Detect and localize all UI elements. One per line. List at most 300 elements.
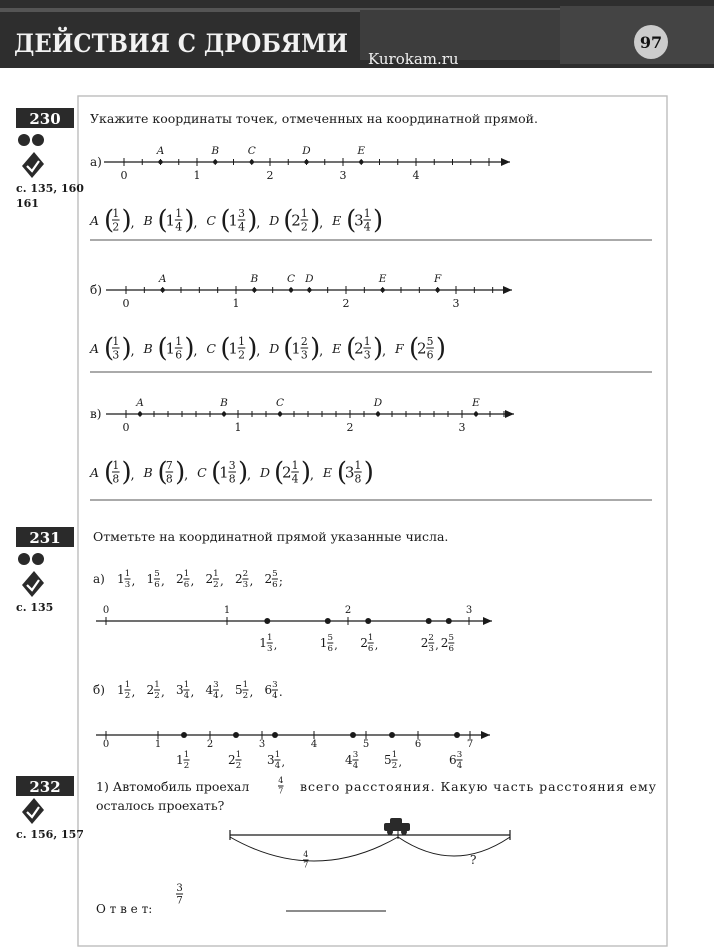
separator: , — [249, 574, 254, 588]
point-label: C — [286, 273, 296, 285]
fraction-numerator: 2 — [300, 335, 308, 348]
difficulty-dot — [18, 553, 30, 565]
check-mark-shape — [22, 798, 44, 824]
answer-value — [228, 335, 245, 361]
task-reference: с. 135 — [16, 601, 54, 614]
answer-point-name: C — [197, 465, 207, 480]
answer-point-name: D — [259, 465, 271, 480]
listed-number — [264, 680, 278, 701]
fraction-whole: 2 — [440, 636, 449, 651]
bracket: ) — [247, 333, 258, 364]
fraction-numerator: 5 — [327, 633, 334, 643]
separator: , — [219, 685, 224, 699]
point-label: D — [302, 145, 311, 157]
fraction-denominator: 2 — [238, 348, 245, 362]
answer-value — [291, 335, 308, 361]
answer-value — [112, 207, 120, 233]
tick-label: 3 — [458, 421, 466, 434]
fraction-whole: 3 — [175, 683, 184, 698]
point-marker — [222, 412, 226, 416]
fraction-denominator: 4 — [213, 691, 219, 702]
marked-point — [389, 732, 395, 738]
separator: , — [334, 639, 338, 652]
difficulty-dot — [18, 134, 30, 146]
answer-value — [112, 459, 120, 485]
page-number: 97 — [639, 33, 663, 52]
bracket: ( — [283, 333, 294, 364]
listed-number — [264, 569, 277, 590]
fraction-numerator: 1 — [213, 569, 219, 579]
answer-value — [282, 459, 299, 485]
answer-value — [166, 335, 183, 361]
fraction-denominator: 4 — [291, 472, 299, 486]
fraction-denominator: 4 — [175, 220, 183, 234]
tick-label: 7 — [466, 739, 474, 750]
listed-number — [146, 680, 159, 701]
chapter-title: ДЕЙСТВИЯ С ДРОБЯМИ — [14, 29, 380, 58]
separator: , — [190, 574, 195, 588]
separator: , — [398, 756, 402, 769]
point-marker — [474, 412, 478, 416]
number-line-230-0 — [90, 145, 510, 182]
fraction-numerator: 3 — [238, 207, 245, 220]
fraction-denominator: 6 — [154, 580, 160, 591]
fraction-denominator: 4 — [363, 220, 371, 234]
listed-number — [117, 680, 130, 701]
separator: , — [193, 216, 198, 231]
number-line-231-1 — [96, 731, 490, 772]
fraction-whole: 3 — [354, 211, 364, 230]
fraction-numerator: 1 — [183, 569, 190, 579]
car-wheel — [387, 829, 393, 835]
prompt-text: осталось проехать? — [96, 798, 225, 813]
separator: , — [160, 574, 165, 588]
tick-label: 3 — [339, 169, 347, 182]
point-marker — [158, 160, 162, 164]
fraction-denominator: 3 — [428, 644, 434, 655]
bracket: ) — [310, 333, 321, 364]
fraction-whole: 1 — [117, 572, 125, 587]
fraction-whole: 1 — [165, 211, 176, 230]
tick-label: 1 — [234, 421, 242, 434]
fraction-whole: 2 — [281, 463, 292, 482]
bracket: ) — [121, 205, 132, 236]
fraction-whole: 1 — [146, 572, 155, 587]
car-roof — [390, 818, 402, 825]
fraction-numerator: 1 — [238, 335, 245, 348]
traveled-arc — [230, 837, 398, 861]
fraction-numerator: 1 — [242, 680, 249, 690]
separator: , — [246, 468, 252, 483]
fraction-denominator: 8 — [354, 472, 362, 486]
separator: ; — [278, 574, 283, 588]
fraction-numerator: 1 — [124, 569, 131, 579]
separator: , — [374, 639, 379, 652]
fraction-denominator: 3 — [242, 580, 249, 591]
fraction-numerator: 4 — [278, 776, 284, 785]
fraction-whole: 1 — [228, 211, 238, 230]
fraction-denominator: 3 — [112, 348, 120, 362]
prompt-fraction — [278, 776, 284, 796]
traveled-fraction — [303, 850, 309, 870]
separator: , — [273, 639, 278, 652]
listed-number — [235, 680, 248, 701]
answer-value — [166, 459, 174, 485]
site-name: Kurokam.ru — [368, 50, 459, 68]
point-marker — [435, 288, 439, 292]
fraction-numerator: 1 — [175, 335, 183, 348]
fraction-numerator: 5 — [448, 633, 455, 643]
fraction-denominator: 8 — [165, 472, 173, 486]
fraction-numerator: 4 — [303, 850, 309, 859]
fraction-denominator: 3 — [124, 580, 131, 591]
part-label: б) — [90, 283, 102, 297]
fraction-numerator: 3 — [176, 883, 183, 894]
fraction-denominator: 6 — [327, 644, 334, 655]
axis-arrow — [503, 286, 512, 294]
bracket: ( — [157, 457, 168, 488]
marked-point — [233, 732, 239, 738]
fraction-whole: 4 — [345, 753, 353, 768]
part-label: б) — [93, 683, 105, 697]
point-label: B — [220, 397, 228, 409]
separator: , — [131, 685, 136, 699]
answer-point-name: E — [332, 213, 342, 228]
answer-value — [112, 335, 120, 361]
separator: , — [160, 685, 165, 699]
task-prompt: Укажите координаты точек, отмеченных на координатной прямой. — [90, 111, 538, 126]
bracket: ( — [157, 333, 168, 364]
fraction-whole: 1 — [259, 636, 267, 651]
separator: , — [249, 685, 254, 699]
fraction-denominator: 6 — [426, 348, 434, 362]
fraction-numerator: 1 — [363, 335, 371, 348]
point-label: A — [136, 397, 144, 409]
answer-point-name: E — [322, 465, 332, 480]
answer-point-name: F — [395, 341, 404, 356]
answer-value — [354, 207, 371, 233]
fraction-denominator: 2 — [300, 220, 308, 234]
fraction-numerator: 1 — [112, 459, 120, 472]
fraction-whole: 2 — [360, 636, 368, 651]
bracket: ) — [435, 333, 447, 364]
bracket: ) — [373, 205, 384, 236]
marked-label — [384, 750, 397, 771]
bracket: ( — [273, 457, 285, 488]
fraction-numerator: 1 — [274, 750, 281, 760]
task-prompt: Отметьте на координатной прямой указанные числа. — [93, 529, 449, 544]
fraction-denominator: 6 — [367, 644, 374, 655]
task-badge-231 — [16, 527, 74, 614]
marked-point — [272, 732, 278, 738]
bracket: ( — [157, 205, 168, 236]
tick-label: 2 — [342, 297, 350, 310]
bracket: ) — [121, 333, 132, 364]
answer-point-name: A — [90, 213, 100, 228]
fraction-denominator: 2 — [213, 580, 219, 591]
point-label: E — [357, 145, 366, 157]
answer-value — [166, 207, 183, 233]
tick-label: 1 — [223, 605, 231, 616]
bracket: ( — [346, 205, 357, 236]
task-badge-230 — [16, 108, 84, 210]
task-232-prompt — [96, 779, 657, 813]
tick-label: 3 — [258, 739, 266, 750]
fraction-whole: 6 — [264, 683, 273, 698]
distance-diagram — [230, 818, 510, 867]
bracket: ) — [300, 457, 311, 488]
answer-point-name: C — [206, 341, 216, 356]
separator: , — [256, 344, 261, 359]
answer-value — [176, 883, 183, 907]
fraction-whole: 2 — [228, 753, 236, 768]
point-marker — [289, 288, 293, 292]
fraction-numerator: 1 — [300, 207, 308, 220]
fraction-denominator: 2 — [112, 220, 120, 234]
tick-label: 0 — [102, 605, 110, 616]
fraction-whole: 1 — [291, 339, 301, 358]
listed-number — [117, 569, 130, 590]
part-label: в) — [90, 407, 102, 421]
tick-label: 3 — [452, 297, 460, 310]
marked-label — [320, 633, 333, 654]
axis-arrow — [505, 410, 514, 418]
separator: , — [319, 216, 324, 231]
fraction-denominator: 4 — [352, 761, 359, 772]
fraction-denominator: 6 — [272, 580, 278, 591]
point-marker — [307, 288, 311, 292]
bracket: ) — [310, 205, 321, 236]
bracket: ( — [104, 205, 115, 236]
fraction-numerator: 5 — [154, 569, 160, 579]
fraction-whole: 2 — [205, 572, 214, 587]
fraction-numerator: 3 — [228, 459, 236, 472]
separator: , — [130, 344, 135, 359]
fraction-whole: 1 — [228, 339, 238, 358]
fraction-whole: 5 — [384, 753, 392, 768]
fraction-numerator: 2 — [242, 569, 249, 579]
tick-label: 1 — [154, 739, 162, 750]
tick-label: 4 — [310, 739, 318, 750]
answer-label: О т в е т: — [96, 902, 153, 916]
fraction-numerator: 3 — [272, 680, 278, 690]
fraction-numerator: 1 — [175, 207, 183, 220]
bracket: ( — [104, 333, 115, 364]
fraction-whole: 5 — [234, 683, 243, 698]
car-icon — [384, 818, 410, 835]
point-label: C — [275, 397, 285, 409]
point-label: A — [156, 145, 165, 157]
marked-label — [345, 750, 359, 771]
bracket: ) — [184, 333, 195, 364]
bracket: ) — [175, 457, 186, 488]
point-label: B — [250, 273, 259, 285]
fraction-numerator: 3 — [456, 750, 463, 760]
separator: , — [435, 639, 439, 652]
listed-number — [205, 569, 218, 590]
separator: , — [190, 685, 195, 699]
answer-value — [228, 207, 245, 233]
fraction-whole: 2 — [354, 339, 364, 358]
point-marker — [376, 412, 380, 416]
fraction-numerator: 1 — [391, 750, 398, 760]
tick-label: 0 — [122, 297, 130, 310]
tick-label: 0 — [122, 421, 130, 434]
separator: , — [130, 216, 135, 231]
fraction-denominator: 4 — [183, 691, 190, 702]
marked-point — [325, 618, 331, 624]
marked-point — [365, 618, 371, 624]
tick-label: 2 — [344, 605, 352, 616]
check-mark-shape — [22, 571, 44, 597]
fraction-whole: 2 — [417, 339, 427, 358]
fraction-denominator: 4 — [238, 220, 245, 234]
listed-number — [146, 569, 159, 590]
answer-point-name: D — [269, 341, 280, 356]
fraction-whole: 3 — [267, 753, 275, 768]
marked-point — [426, 618, 432, 624]
marked-label — [228, 750, 241, 771]
check-mark-icon — [22, 571, 44, 597]
number-line-230-2 — [90, 397, 514, 434]
fraction-numerator: 2 — [428, 633, 434, 643]
car-wheel — [401, 829, 407, 835]
fraction-numerator: 3 — [213, 680, 219, 690]
fraction-numerator: 1 — [267, 633, 273, 643]
fraction-whole: 3 — [344, 463, 355, 482]
fraction-numerator: 5 — [272, 569, 278, 579]
answer-point-name: C — [206, 213, 216, 228]
fraction-whole: 2 — [234, 572, 243, 587]
axis-arrow — [483, 617, 492, 625]
fraction-denominator: 7 — [176, 895, 183, 907]
fraction-denominator: 2 — [391, 761, 398, 772]
fraction-numerator: 1 — [124, 680, 131, 690]
fraction-whole: 2 — [175, 572, 184, 587]
tick-label: 3 — [465, 605, 473, 616]
difficulty-dot — [32, 553, 44, 565]
listed-number — [176, 680, 190, 701]
part-label: а) — [90, 155, 102, 169]
answers-row-230-1 — [89, 333, 446, 363]
fraction-denominator: 8 — [112, 472, 120, 486]
bracket: ( — [220, 333, 231, 364]
fraction-denominator: 2 — [124, 691, 131, 702]
marked-label — [441, 633, 454, 654]
point-marker — [213, 160, 217, 164]
listed-number — [176, 569, 189, 590]
bracket: ) — [237, 457, 249, 488]
point-marker — [278, 412, 282, 416]
tick-label: 1 — [193, 169, 201, 182]
task-number: 230 — [29, 110, 61, 128]
separator: , — [256, 216, 261, 231]
fraction-numerator: 1 — [235, 750, 242, 760]
task-reference: 161 — [16, 197, 39, 210]
fraction-numerator: 3 — [352, 750, 359, 760]
check-mark-icon — [22, 152, 44, 178]
point-label: E — [378, 273, 387, 285]
number-line-230-1 — [90, 273, 512, 310]
fraction-denominator: 2 — [235, 761, 242, 772]
marked-label — [449, 750, 463, 771]
bracket: ) — [247, 205, 258, 236]
bracket: ( — [336, 457, 347, 488]
tick-label: 2 — [206, 739, 214, 750]
fraction-denominator: 4 — [456, 761, 463, 772]
fraction-denominator: 8 — [228, 472, 236, 486]
bracket: ( — [346, 333, 357, 364]
fraction-denominator: 3 — [363, 348, 371, 362]
prompt-text: всего расстояния. Какую часть расстояния ему — [300, 779, 656, 794]
point-marker — [160, 288, 164, 292]
fraction-numerator: 7 — [165, 459, 173, 472]
tick-label: 2 — [346, 421, 354, 434]
fraction-whole: 1 — [165, 339, 176, 358]
axis-arrow — [481, 731, 490, 739]
answer-block — [96, 902, 386, 916]
marked-label — [176, 750, 189, 771]
fraction-denominator: 2 — [183, 761, 190, 772]
point-label: C — [247, 145, 256, 157]
listed-number — [235, 569, 248, 590]
separator: , — [382, 344, 387, 359]
bracket: ) — [184, 205, 195, 236]
listed-number — [205, 680, 219, 701]
fraction-whole: 1 — [319, 636, 328, 651]
task-number: 231 — [29, 529, 61, 547]
axis-arrow — [501, 158, 510, 166]
bracket: ( — [220, 205, 231, 236]
part-label: а) — [93, 572, 105, 586]
marked-label — [360, 633, 373, 654]
answer-point-name: A — [90, 341, 100, 356]
point-label: E — [472, 397, 480, 409]
fraction-numerator: 5 — [426, 335, 434, 348]
fraction-numerator: 1 — [112, 335, 120, 348]
fraction-whole: 2 — [146, 683, 155, 698]
bracket: ( — [409, 333, 420, 364]
bracket: ( — [283, 205, 294, 236]
point-marker — [252, 288, 256, 292]
answer-value — [291, 207, 308, 233]
fraction-whole: 1 — [219, 463, 229, 482]
fraction-denominator: 6 — [183, 580, 190, 591]
separator: , — [184, 468, 189, 483]
fraction-whole: 1 — [176, 753, 184, 768]
tick-label: 6 — [414, 739, 422, 750]
point-label: A — [158, 273, 167, 285]
answer-point-name: B — [143, 341, 153, 356]
fraction-denominator: 3 — [267, 644, 273, 655]
fraction-denominator: 3 — [300, 348, 308, 362]
tick-label: 2 — [266, 169, 274, 182]
answer-point-name: A — [90, 465, 100, 480]
point-marker — [250, 160, 254, 164]
fraction-denominator: 2 — [154, 691, 160, 702]
fraction-whole: 1 — [117, 683, 125, 698]
fraction-numerator: 1 — [154, 680, 160, 690]
tick-label: 1 — [232, 297, 240, 310]
fraction-numerator: 1 — [354, 459, 362, 472]
point-marker — [304, 160, 308, 164]
answer-value — [345, 459, 362, 485]
fraction-numerator: 1 — [367, 633, 374, 643]
point-marker — [138, 412, 142, 416]
fraction-denominator: 4 — [272, 691, 278, 702]
separator: . — [278, 685, 283, 699]
marked-point — [446, 618, 452, 624]
